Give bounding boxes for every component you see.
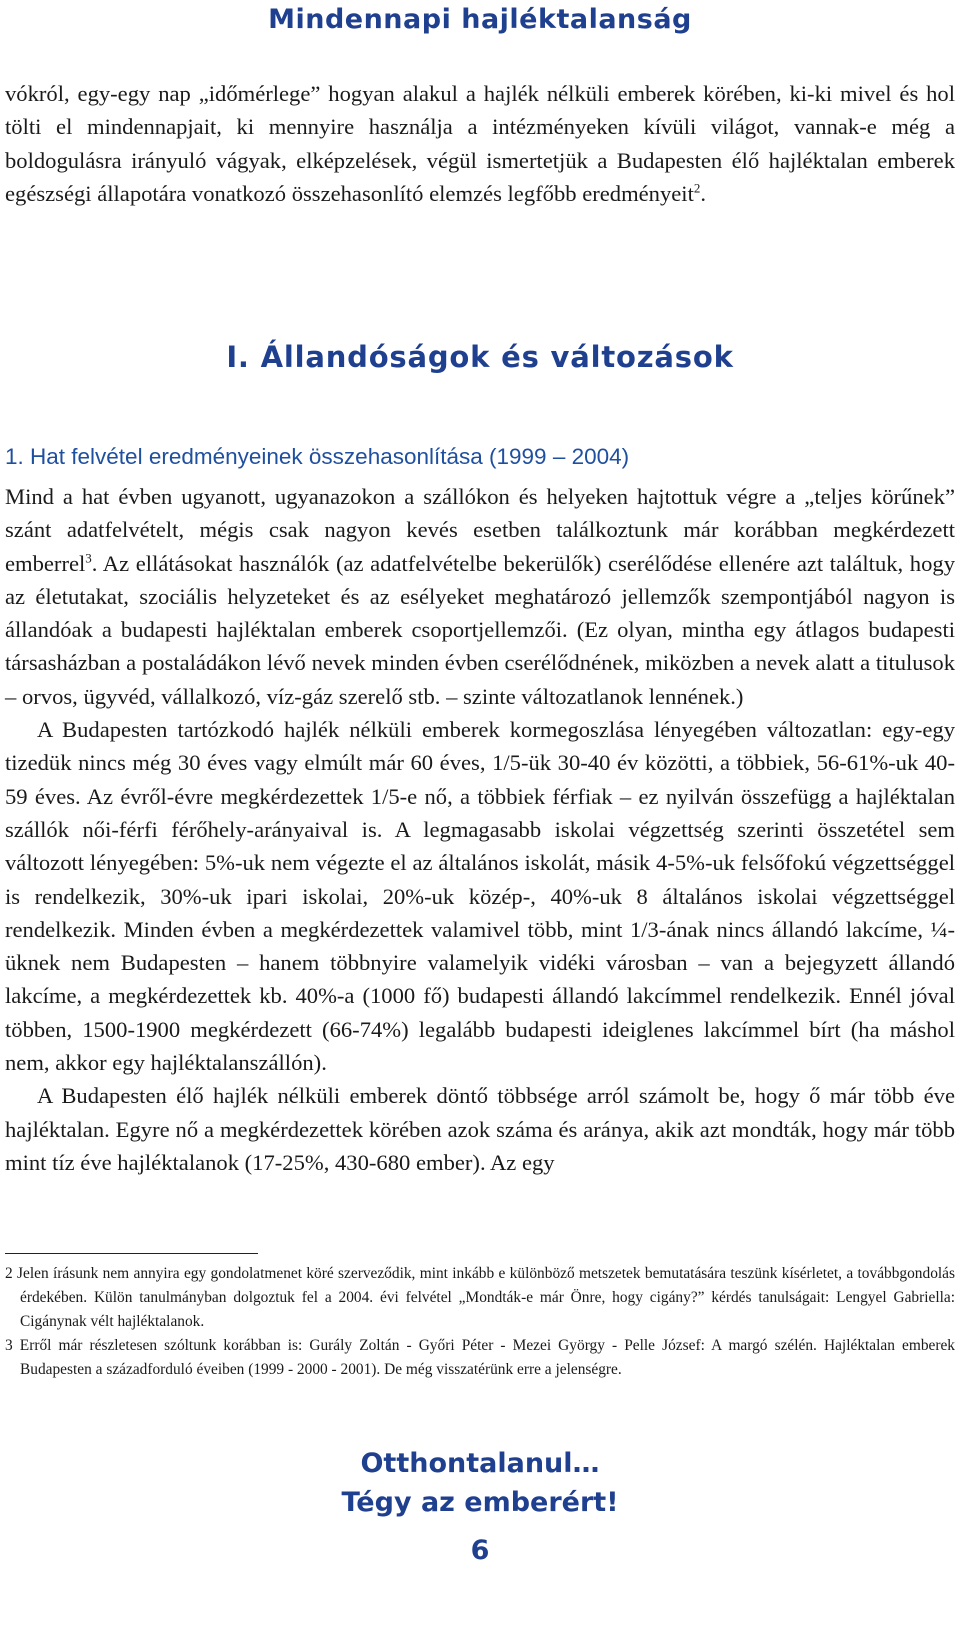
intro-paragraph — [5, 77, 955, 210]
footnote-3: 3 Erről már részletesen szóltunk korábban is: Gurály Zoltán - Győri Péter - Mezei György - Pelle József: A margó szélén. Hajléktalan emberek Budapesten a századforduló éveiben (1999 - 2000 - 2001). De még visszatérünk erre a jelenségre. — [5, 1337, 955, 1379]
footnote-2: 2 Jelen írásunk nem annyira egy gondolatmenet köré szerveződik, mint inkább e különböző metszetek bemutatására teszünk kísérletet, a továbbgondolás érdekében. Külön tanulmányban dolgoztuk fel a 2004. évi felvétel „Mondták-e már Önre, hogy cigány?” kérdés tanulságait: Lengyel Gabriella: Cigánynak vélt hajléktalanok. — [5, 1265, 955, 1331]
page-number: 6 — [470, 1535, 490, 1566]
footnotes — [5, 1262, 955, 1382]
paragraph-1 — [5, 480, 955, 713]
paragraph-3: A Budapesten élő hajlék nélküli emberek döntő többsége arról számolt be, hogy ő már több éve hajléktalan. Egyre nő a megkérdezettek körében azok száma és aránya, akik azt mondták, hogy már több mint tíz éve hajléktalanok (17-25%, 430-680 ember). Az egy — [5, 1083, 955, 1175]
paragraph-1-part-a: Mind a hat évben ugyanott, ugyanazokon a szállókon és helyeken hajtottuk végre a „teljes körűnek” szánt adatfelvételt, mégis csak nagyon kevés esetben találkoztunk már korábban megkérdezett emberrel — [5, 484, 955, 576]
intro-text: vókról, egy-egy nap „időmérlege” hogyan alakul a hajlék nélküli emberek körében, ki-ki mivel és hol tölti el mindennapjait, ki mennyire használja a intézményeken kívüli világot, vannak-e még a boldogulásra irányuló vágyak, elképzelések, végül ismertetjük a Budapesten élő hajléktalan emberek egészségi állapotára vonatkozó összehasonlító elemzés legfőbb eredményeit — [5, 81, 955, 206]
subsection-title: 1. Hat felvétel eredményeinek összehasonlítása (1999 – 2004) — [5, 444, 630, 469]
footnote-divider — [5, 1253, 258, 1254]
paragraph-1-part-b: . Az ellátásokat használók (az adatfelvételbe bekerülők) cserélődése ellenére azt találtuk, hogy az életutakat, szociális helyzeteket és az esélyeket meghatározó jellemzők szempontjából nagyon is állandóak a budapesti hajléktalan emberek csoportjellemzői. (Ez olyan, mintha egy átlagos budapesti társasházban a postaládákon lévő nevek minden évben cserélődnének, miközben a nevek alatt a titulusok – orvos, ügyvéd, vállalkozó, víz-gáz szerelő stb. – szinte változatlanok lennének.) — [5, 550, 955, 709]
footer-slogan-line-1: Otthontalanul… — [360, 1448, 600, 1479]
footer-slogan-line-2: Tégy az emberért! — [341, 1487, 619, 1518]
section-title: I. Állandóságok és változások — [226, 340, 734, 374]
intro-tail: . — [700, 180, 707, 206]
main-body — [5, 480, 955, 1179]
running-header-title: Mindennapi hajléktalanság — [268, 4, 692, 35]
footnote-ref-3[interactable]: 3 — [85, 550, 92, 566]
paragraph-2: A Budapesten tartózkodó hajlék nélküli emberek kormegoszlása lényegében változatlan: egy-egy tizedük nincs még 30 éves vagy elmúlt már 60 éves, 1/5-ük 30-40 év közötti, a többiek, 56-61%-uk 40-59 éves. Az évről-évre megkérdezettek 1/5-e nő, a többiek férfiak – ez nyilván összefügg a hajléktalan szállók női-férfi férőhely-arányaival is. A legmagasabb iskolai végzettség szerinti összetétel sem változott lényegében: 5%-uk nem végezte el az általános iskolát, másik 4-5%-uk felsőfokú végzettséggel is rendelkezik, 30%-uk ipari iskolai, 20%-uk közép-, 40%-uk 8 általános iskolai végzettséggel rendelkezik. Minden évben a megkérdezettek valamivel több, mint 1/3-ának nincs állandó lakcíme, ¼-üknek nem Budapesten – hanem többnyire valamelyik vidéki városban – van a bejegyzett állandó lakcíme, a megkérdezettek kb. 40%-a (1000 fő) budapesti állandó lakcímmel rendelkezik. Ennél jóval többen, 1500-1900 megkérdezett (66-74%) legalább budapesti ideiglenes lakcímmel bírt (ha máshol nem, akkor egy hajléktalanszállón). — [5, 717, 955, 1076]
footnote-ref-2[interactable]: 2 — [693, 180, 701, 196]
